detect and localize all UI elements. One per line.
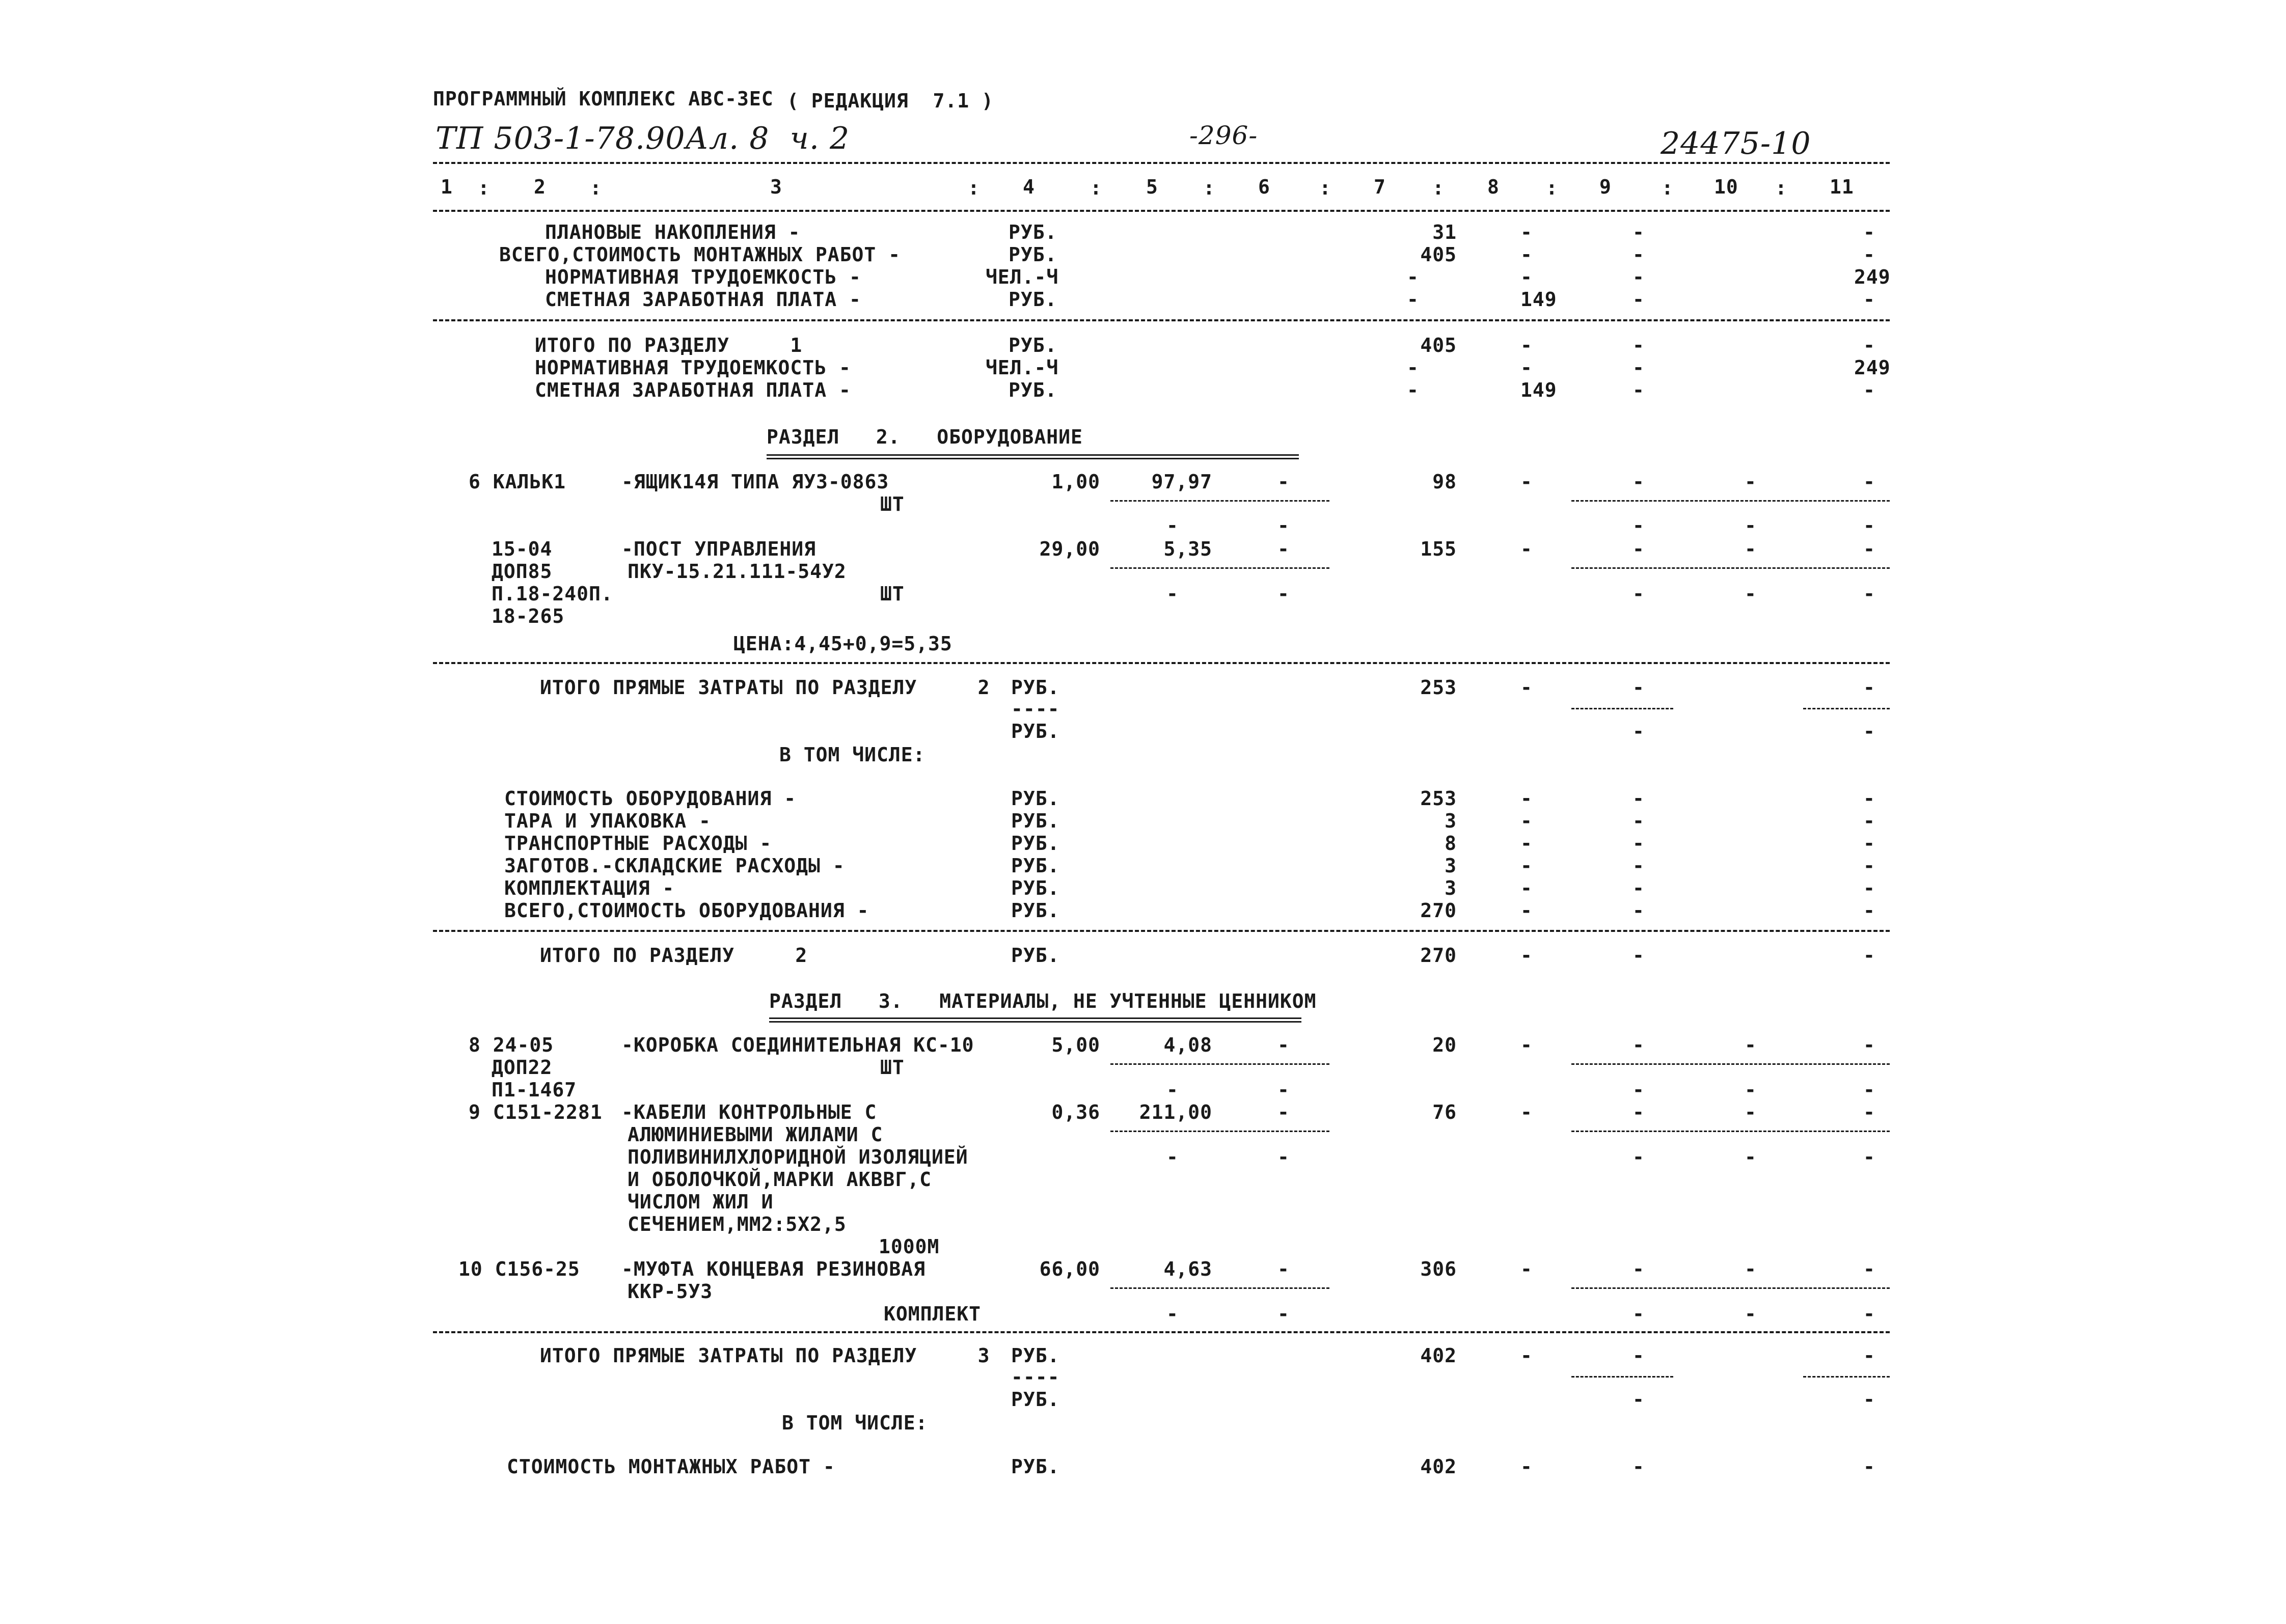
- col-sep: :: [1319, 177, 1331, 199]
- col-sep: :: [1662, 177, 1673, 199]
- col-sep: :: [968, 177, 979, 199]
- including-label: В ТОМ ЧИСЛЕ:: [779, 744, 926, 766]
- col5-sub: -: [1166, 1079, 1179, 1101]
- col-5: 5: [1146, 176, 1158, 198]
- col8-value: -: [1520, 944, 1533, 967]
- col9-value: -: [1632, 1101, 1645, 1123]
- row-unit: РУБ.: [1009, 221, 1057, 243]
- col8-value: -: [1520, 855, 1533, 877]
- row-label: СМЕТНАЯ ЗАРАБОТНАЯ ПЛАТА -: [545, 288, 861, 311]
- col8-value: -: [1520, 1344, 1533, 1367]
- col9-sub: -: [1632, 1079, 1645, 1101]
- col11-value: -: [1863, 221, 1875, 243]
- col7-value: -: [1407, 288, 1419, 311]
- col11-value: -: [1863, 832, 1875, 855]
- col9-value: -: [1632, 1034, 1645, 1056]
- col11-value: -: [1863, 379, 1875, 401]
- col11-sub: -: [1863, 583, 1875, 605]
- col8-value: -: [1520, 471, 1533, 493]
- col11-value: -: [1863, 676, 1875, 699]
- rule: [433, 1331, 1890, 1333]
- row-unit: ЧЕЛ.-Ч: [986, 356, 1059, 379]
- section-3-underline: [769, 1017, 1301, 1023]
- col7-value: 270: [1420, 944, 1457, 967]
- col9-value: -: [1632, 810, 1645, 832]
- row-unit: РУБ.: [1009, 334, 1057, 356]
- col9-value: -: [1632, 877, 1645, 899]
- row-unit: РУБ.: [1009, 288, 1057, 311]
- col11-value: 249: [1854, 266, 1891, 288]
- item-code: 9 С151-2281: [469, 1101, 603, 1123]
- col9-value: -: [1632, 379, 1645, 401]
- col8-value: -: [1520, 1455, 1533, 1478]
- program-edition: ( РЕДАКЦИЯ 7.1 ): [787, 90, 994, 112]
- col11-sub: -: [1863, 1303, 1875, 1325]
- col-3: 3: [770, 176, 782, 198]
- col11-value: -: [1863, 855, 1875, 877]
- page-number: -296-: [1189, 121, 1258, 150]
- col11-sub: -: [1863, 720, 1875, 742]
- col9-value: -: [1632, 334, 1645, 356]
- item-price: 4,08: [1163, 1034, 1212, 1056]
- item-price: 211,00: [1139, 1101, 1212, 1123]
- document-number: 24475-10: [1661, 126, 1811, 161]
- rule: [433, 319, 1890, 321]
- col11-value: -: [1863, 538, 1875, 560]
- col7-value: 402: [1420, 1455, 1457, 1478]
- sub-rule: [1571, 1287, 1890, 1289]
- col6-sub: -: [1277, 1146, 1290, 1168]
- row-label: ИТОГО ПРЯМЫЕ ЗАТРАТЫ ПО РАЗДЕЛУ 3: [540, 1344, 990, 1367]
- row-unit: РУБ.: [1011, 1455, 1060, 1478]
- item-code: ДОП85: [492, 560, 553, 583]
- col8-value: -: [1520, 877, 1533, 899]
- sub-rule: [1803, 708, 1890, 709]
- col11-sub: -: [1863, 514, 1875, 537]
- col6-value: -: [1277, 1101, 1290, 1123]
- row-label: ВСЕГО,СТОИМОСТЬ МОНТАЖНЫХ РАБОТ -: [499, 243, 901, 266]
- item-name: СЕЧЕНИЕМ,ММ2:5Х2,5: [628, 1213, 847, 1235]
- col-10: 10: [1714, 176, 1738, 198]
- item-name: ПОЛИВИНИЛХЛОРИДНОЙ ИЗОЛЯЦИЕЙ: [628, 1146, 968, 1168]
- col9-value: -: [1632, 855, 1645, 877]
- item-price: 4,63: [1163, 1258, 1212, 1280]
- col7-value: 3: [1445, 877, 1457, 899]
- row-unit: РУБ.: [1011, 676, 1060, 699]
- item-code: ДОП22: [492, 1056, 553, 1079]
- row-unit: РУБ.: [1011, 944, 1060, 967]
- col11-value: -: [1863, 288, 1875, 311]
- col5-sub: -: [1166, 583, 1179, 605]
- row-label: ВСЕГО,СТОИМОСТЬ ОБОРУДОВАНИЯ -: [504, 899, 869, 922]
- col10-sub: -: [1745, 583, 1757, 605]
- row-unit: РУБ.: [1011, 787, 1060, 810]
- col-sep: :: [1775, 177, 1787, 199]
- col9-sub: -: [1632, 720, 1645, 742]
- col8-value: -: [1520, 266, 1533, 288]
- sub-rule: [1803, 1376, 1890, 1378]
- row-label: ЗАГОТОВ.-СКЛАДСКИЕ РАСХОДЫ -: [504, 855, 845, 877]
- col8-value: -: [1520, 787, 1533, 810]
- col-sep: :: [590, 177, 602, 199]
- col7-value: 3: [1445, 855, 1457, 877]
- sub-rule: [1110, 1287, 1329, 1289]
- sub-rule: [1571, 567, 1890, 569]
- col7-value: 98: [1432, 471, 1457, 493]
- col9-sub: -: [1632, 1388, 1645, 1411]
- col-8: 8: [1487, 176, 1500, 198]
- item-name: ПКУ-15.21.111-54У2: [628, 560, 847, 583]
- col8-value: 149: [1520, 288, 1557, 311]
- col8-value: -: [1520, 243, 1533, 266]
- col11-sub: -: [1863, 1146, 1875, 1168]
- row-label: СТОИМОСТЬ МОНТАЖНЫХ РАБОТ -: [507, 1455, 835, 1478]
- col-sep: :: [1203, 177, 1215, 199]
- row-unit: РУБ.: [1011, 855, 1060, 877]
- col-7: 7: [1374, 176, 1386, 198]
- col7-value: 155: [1420, 538, 1457, 560]
- col11-value: -: [1863, 1034, 1875, 1056]
- col11-value: -: [1863, 1455, 1875, 1478]
- col7-value: 20: [1432, 1034, 1457, 1056]
- col11-value: -: [1863, 1258, 1875, 1280]
- col7-value: 253: [1420, 787, 1457, 810]
- item-name: -КАБЕЛИ КОНТРОЛЬНЫЕ С: [621, 1101, 877, 1123]
- col8-value: -: [1520, 334, 1533, 356]
- item-qty: 29,00: [1039, 538, 1100, 560]
- col6-value: -: [1277, 538, 1290, 560]
- col9-value: -: [1632, 1258, 1645, 1280]
- col-2: 2: [534, 176, 546, 198]
- col7-value: 405: [1420, 243, 1457, 266]
- col7-value: 402: [1420, 1344, 1457, 1367]
- item-qty: 0,36: [1051, 1101, 1100, 1123]
- col7-value: 270: [1420, 899, 1457, 922]
- row-label: ИТОГО ПО РАЗДЕЛУ 2: [540, 944, 808, 967]
- col7-value: 8: [1445, 832, 1457, 855]
- item-name: -МУФТА КОНЦЕВАЯ РЕЗИНОВАЯ: [621, 1258, 926, 1280]
- unit-dash: ----: [1011, 698, 1060, 720]
- col-9: 9: [1599, 176, 1612, 198]
- item-unit: ШТ: [880, 493, 905, 515]
- item-name: ККР-5У3: [628, 1280, 713, 1303]
- item-name: И ОБОЛОЧКОЙ,МАРКИ АКВВГ,С: [628, 1168, 932, 1191]
- col10-value: -: [1745, 538, 1757, 560]
- row-label: НОРМАТИВНАЯ ТРУДОЕМКОСТЬ -: [545, 266, 861, 288]
- item-qty: 5,00: [1051, 1034, 1100, 1056]
- col9-value: -: [1632, 1455, 1645, 1478]
- header-rule-bottom: [433, 210, 1890, 212]
- col-6: 6: [1258, 176, 1270, 198]
- col10-sub: -: [1745, 1303, 1757, 1325]
- col11-sub: -: [1863, 1079, 1875, 1101]
- col8-value: 149: [1520, 379, 1557, 401]
- col9-value: -: [1632, 471, 1645, 493]
- row-label: КОМПЛЕКТАЦИЯ -: [504, 877, 675, 899]
- col8-value: -: [1520, 676, 1533, 699]
- item-unit: КОМПЛЕКТ: [884, 1303, 982, 1325]
- col7-value: -: [1407, 356, 1419, 379]
- item-name: -ЯЩИК14Я ТИПА ЯУЗ-0863: [621, 471, 889, 493]
- col7-value: -: [1407, 379, 1419, 401]
- sub-rule: [1571, 500, 1890, 502]
- col8-value: -: [1520, 899, 1533, 922]
- col-4: 4: [1023, 176, 1035, 198]
- col11-value: -: [1863, 944, 1875, 967]
- col8-value: -: [1520, 832, 1533, 855]
- item-qty: 1,00: [1051, 471, 1100, 493]
- col10-sub: -: [1745, 514, 1757, 537]
- col9-value: -: [1632, 787, 1645, 810]
- item-name: -ПОСТ УПРАВЛЕНИЯ: [621, 538, 817, 560]
- col-sep: :: [478, 177, 489, 199]
- item-code: П1-1467: [492, 1079, 577, 1101]
- col9-sub: -: [1632, 1146, 1645, 1168]
- section-2-underline: [767, 454, 1299, 459]
- row-label: ИТОГО ПО РАЗДЕЛУ 1: [535, 334, 803, 356]
- item-unit: 1000М: [879, 1235, 940, 1258]
- sub-rule: [1571, 1376, 1673, 1378]
- row-unit: РУБ.: [1011, 832, 1060, 855]
- row-label: ИТОГО ПРЯМЫЕ ЗАТРАТЫ ПО РАЗДЕЛУ 2: [540, 676, 990, 699]
- col10-value: -: [1745, 1101, 1757, 1123]
- col6-value: -: [1277, 471, 1290, 493]
- col9-sub: -: [1632, 583, 1645, 605]
- unit-dash: ----: [1011, 1366, 1060, 1388]
- col8-value: -: [1520, 1101, 1533, 1123]
- col7-value: 405: [1420, 334, 1457, 356]
- row-label: НОРМАТИВНАЯ ТРУДОЕМКОСТЬ -: [535, 356, 851, 379]
- col-sep: :: [1432, 177, 1444, 199]
- header-rule-top: [433, 162, 1890, 164]
- item-name: -КОРОБКА СОЕДИНИТЕЛЬНАЯ КС-10: [621, 1034, 974, 1056]
- col5-sub: -: [1166, 514, 1179, 537]
- item-code: 15-04: [492, 538, 553, 560]
- col-sep: :: [1090, 177, 1102, 199]
- item-code: 8 24-05: [469, 1034, 554, 1056]
- col9-value: -: [1632, 288, 1645, 311]
- col11-value: -: [1863, 877, 1875, 899]
- col10-value: -: [1745, 1034, 1757, 1056]
- row-unit: РУБ.: [1011, 877, 1060, 899]
- col9-value: -: [1632, 1344, 1645, 1367]
- col10-value: -: [1745, 471, 1757, 493]
- row-unit: РУБ.: [1011, 1344, 1060, 1367]
- col11-value: -: [1863, 899, 1875, 922]
- col6-sub: -: [1277, 583, 1290, 605]
- row-label: ТРАНСПОРТНЫЕ РАСХОДЫ -: [504, 832, 772, 855]
- col9-value: -: [1632, 221, 1645, 243]
- col11-value: 249: [1854, 356, 1891, 379]
- col-sep: :: [1546, 177, 1558, 199]
- col6-value: -: [1277, 1258, 1290, 1280]
- sub-rule: [1110, 1063, 1329, 1065]
- col9-sub: -: [1632, 514, 1645, 537]
- col11-value: -: [1863, 1101, 1875, 1123]
- rule: [433, 662, 1890, 664]
- col9-value: -: [1632, 899, 1645, 922]
- price-note: ЦЕНА:4,45+0,9=5,35: [733, 632, 953, 655]
- col8-value: -: [1520, 221, 1533, 243]
- item-code: 6 КАЛЬК1: [469, 471, 566, 493]
- col9-value: -: [1632, 944, 1645, 967]
- row-unit: ЧЕЛ.-Ч: [986, 266, 1059, 288]
- col8-value: -: [1520, 810, 1533, 832]
- row-unit: РУБ.: [1011, 899, 1060, 922]
- section-3-title: РАЗДЕЛ 3. МАТЕРИАЛЫ, НЕ УЧТЕННЫЕ ЦЕННИКОМ: [769, 990, 1317, 1012]
- col7-value: 306: [1420, 1258, 1457, 1280]
- item-unit: ШТ: [880, 583, 905, 605]
- item-unit: ШТ: [880, 1056, 905, 1079]
- col11-value: -: [1863, 810, 1875, 832]
- row-label: ПЛАНОВЫЕ НАКОПЛЕНИЯ -: [545, 221, 801, 243]
- col7-value: 76: [1432, 1101, 1457, 1123]
- col6-value: -: [1277, 1034, 1290, 1056]
- including-label: В ТОМ ЧИСЛЕ:: [782, 1412, 928, 1434]
- row-unit: РУБ.: [1009, 379, 1057, 401]
- col8-value: -: [1520, 538, 1533, 560]
- col6-sub: -: [1277, 514, 1290, 537]
- row-label: СТОИМОСТЬ ОБОРУДОВАНИЯ -: [504, 787, 797, 810]
- sub-rule: [1571, 1063, 1890, 1065]
- item-qty: 66,00: [1039, 1258, 1100, 1280]
- program-name: ПРОГРАММНЫЙ КОМПЛЕКС АВС-3ЕС: [433, 88, 774, 110]
- row-unit: РУБ.: [1011, 720, 1060, 742]
- col11-sub: -: [1863, 1388, 1875, 1411]
- row-unit: РУБ.: [1011, 810, 1060, 832]
- col7-value: 31: [1432, 221, 1457, 243]
- col5-sub: -: [1166, 1303, 1179, 1325]
- col11-value: -: [1863, 1344, 1875, 1367]
- col11-value: -: [1863, 787, 1875, 810]
- col9-value: -: [1632, 243, 1645, 266]
- col-11: 11: [1830, 176, 1854, 198]
- item-name: АЛЮМИНИЕВЫМИ ЖИЛАМИ С: [628, 1123, 883, 1146]
- col9-value: -: [1632, 676, 1645, 699]
- col11-value: -: [1863, 471, 1875, 493]
- col10-sub: -: [1745, 1146, 1757, 1168]
- item-code: 10 С156-25: [458, 1258, 580, 1280]
- item-price: 5,35: [1163, 538, 1212, 560]
- sub-rule: [1571, 708, 1673, 709]
- rule: [433, 930, 1890, 932]
- sub-rule: [1571, 1131, 1890, 1132]
- col6-sub: -: [1277, 1079, 1290, 1101]
- col9-value: -: [1632, 266, 1645, 288]
- col9-value: -: [1632, 832, 1645, 855]
- sub-rule: [1110, 1131, 1329, 1132]
- item-code: 18-265: [492, 605, 565, 627]
- sub-rule: [1110, 567, 1329, 569]
- col5-sub: -: [1166, 1146, 1179, 1168]
- col8-value: -: [1520, 1034, 1533, 1056]
- item-price: 97,97: [1151, 471, 1212, 493]
- row-label: СМЕТНАЯ ЗАРАБОТНАЯ ПЛАТА -: [535, 379, 851, 401]
- col11-value: -: [1863, 243, 1875, 266]
- item-code: П.18-240П.: [492, 583, 613, 605]
- sub-rule: [1110, 500, 1329, 502]
- row-label: ТАРА И УПАКОВКА -: [504, 810, 711, 832]
- col6-sub: -: [1277, 1303, 1290, 1325]
- col9-value: -: [1632, 538, 1645, 560]
- col7-value: 253: [1420, 676, 1457, 699]
- project-code: ТП 503-1-78.90Ал. 8 ч. 2: [436, 121, 850, 156]
- section-2-title: РАЗДЕЛ 2. ОБОРУДОВАНИЕ: [767, 426, 1083, 448]
- row-unit: РУБ.: [1011, 1388, 1060, 1411]
- row-unit: РУБ.: [1009, 243, 1057, 266]
- col7-value: -: [1407, 266, 1419, 288]
- col9-value: -: [1632, 356, 1645, 379]
- col11-value: -: [1863, 334, 1875, 356]
- col8-value: -: [1520, 356, 1533, 379]
- col-1: 1: [441, 176, 453, 198]
- col10-value: -: [1745, 1258, 1757, 1280]
- col7-value: 3: [1445, 810, 1457, 832]
- item-name: ЧИСЛОМ ЖИЛ И: [628, 1191, 774, 1213]
- col8-value: -: [1520, 1258, 1533, 1280]
- col9-sub: -: [1632, 1303, 1645, 1325]
- col10-sub: -: [1745, 1079, 1757, 1101]
